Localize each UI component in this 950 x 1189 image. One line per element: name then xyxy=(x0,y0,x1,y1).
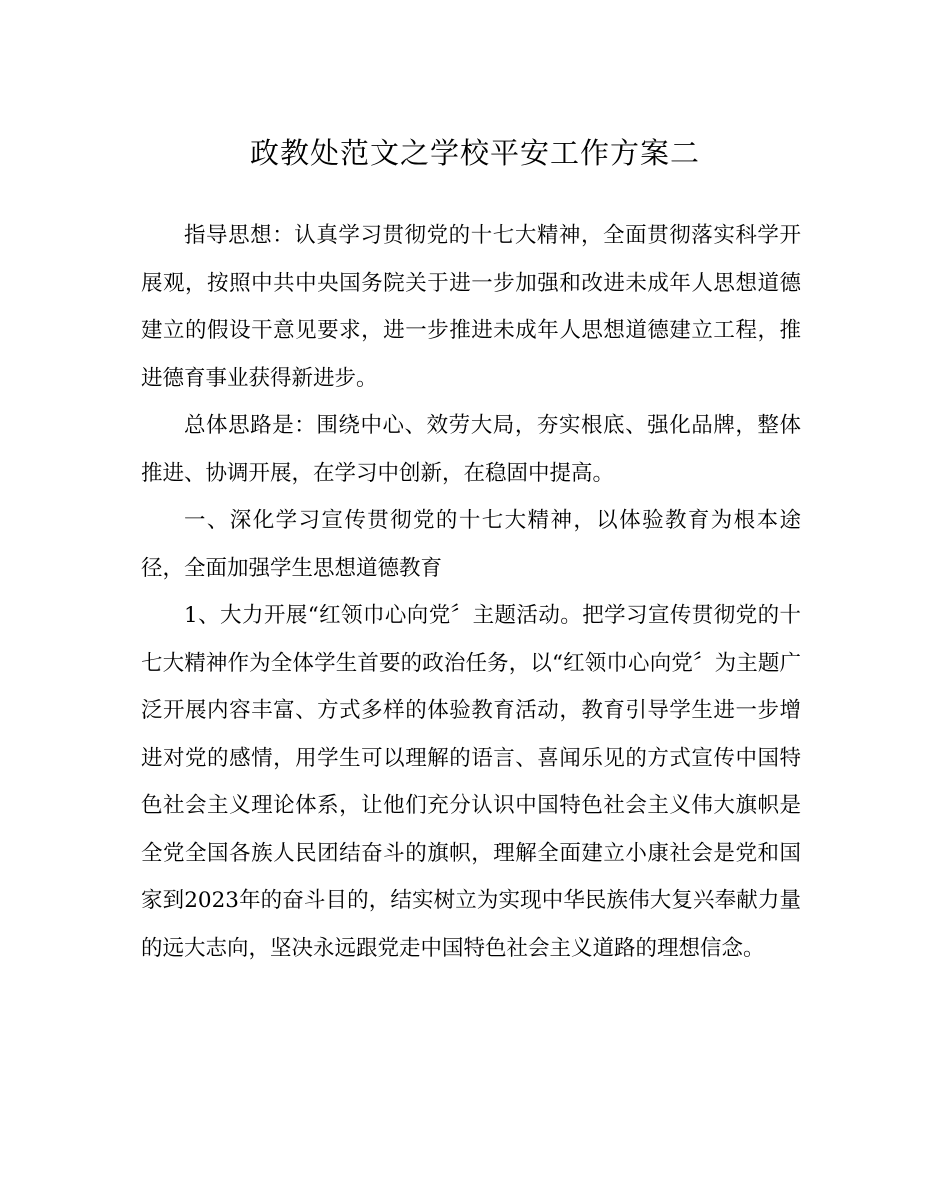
paragraph-guiding-ideology: 指导思想：认真学习贯彻党的十七大精神，全面贯彻落实科学开展观，按照中共中央国务院关于进一步加强和改进未成年人思想道德建立的假设干意见要求，进一步推进未成年人思想道德建立工程，推进德育事业获得新进步。 xyxy=(141,223,801,391)
paragraph-overall-approach: 总体思路是：围绕中心、效劳大局，夯实根底、强化品牌，整体推进、协调开展，在学习中创新，在稳固中提高。 xyxy=(141,413,801,486)
document-title: 政教处范文之学校平安工作方案二 xyxy=(249,136,700,170)
document-body xyxy=(141,212,801,972)
paragraph-item-one: 1、大力开展“红领巾心向党〞主题活动。把学习宣传贯彻党的十七大精神作为全体学生首要的政治任务，以“红领巾心向党〞为主题广泛开展内容丰富、方式多样的体验教育活动，教育引导学生进一步增进对党的感情，用学生可以理解的语言、喜闻乐见的方式宣传中国特色社会主义理论体系，让他们充分认识中国特色社会主义伟大旗帜是全党全国各族人民团结奋斗的旗帜，理解全面建立小康社会是党和国家到2023年的奋斗目的，结实树立为实现中华民族伟大复兴奉献力量的远大志向，坚决永远跟党走中国特色社会主义道路的理想信念。 xyxy=(141,603,801,961)
paragraph-section-one-heading: 一、深化学习宣传贯彻党的十七大精神，以体验教育为根本途径，全面加强学生思想道德教育 xyxy=(141,508,801,581)
